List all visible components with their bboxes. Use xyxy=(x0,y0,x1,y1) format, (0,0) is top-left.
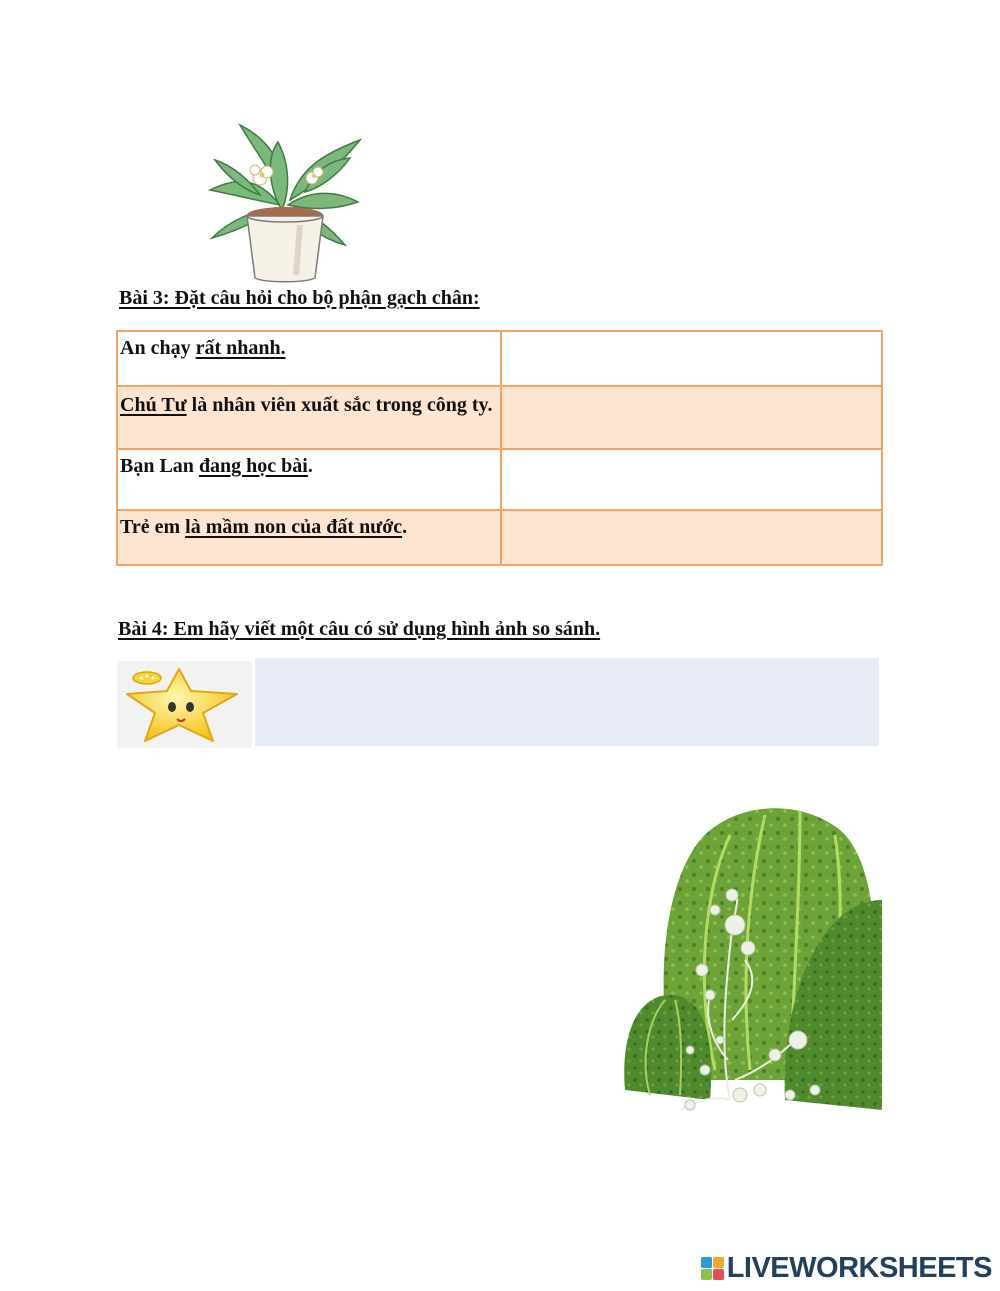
star-image-box xyxy=(117,661,252,748)
exercise-4-title: Bài 4: Em hãy viết một câu có sử dụng hình ảnh so sánh. xyxy=(118,618,601,640)
cactus-icon xyxy=(620,800,882,1122)
star-icon xyxy=(117,661,252,748)
question-cell: Bạn Lan đang học bài. xyxy=(117,449,501,510)
exercise-3-title: Bài 3: Đặt câu hỏi cho bộ phận gạch chân: xyxy=(119,287,480,309)
answer-cell[interactable] xyxy=(501,449,882,510)
answer-cell[interactable] xyxy=(501,331,882,386)
table-row xyxy=(117,510,882,565)
question-cell: An chạy rất nhanh. xyxy=(117,331,501,386)
plant-pot-icon xyxy=(200,120,370,285)
answer-cell[interactable] xyxy=(501,386,882,449)
liveworksheets-logo xyxy=(701,1252,992,1285)
table-row xyxy=(117,449,882,510)
table-row xyxy=(117,386,882,449)
exercise-3-table xyxy=(116,330,883,566)
question-cell: Trẻ em là mầm non của đất nước. xyxy=(117,510,501,565)
question-cell: Chú Tư là nhân viên xuất sắc trong công ty. xyxy=(117,386,501,449)
logo-text: LIVEWORKSHEETS xyxy=(726,1252,992,1284)
liveworksheets-logo-icon xyxy=(701,1257,724,1280)
answer-cell[interactable] xyxy=(501,510,882,565)
table-row xyxy=(117,331,882,386)
exercise-4-answer-box[interactable] xyxy=(255,658,879,746)
